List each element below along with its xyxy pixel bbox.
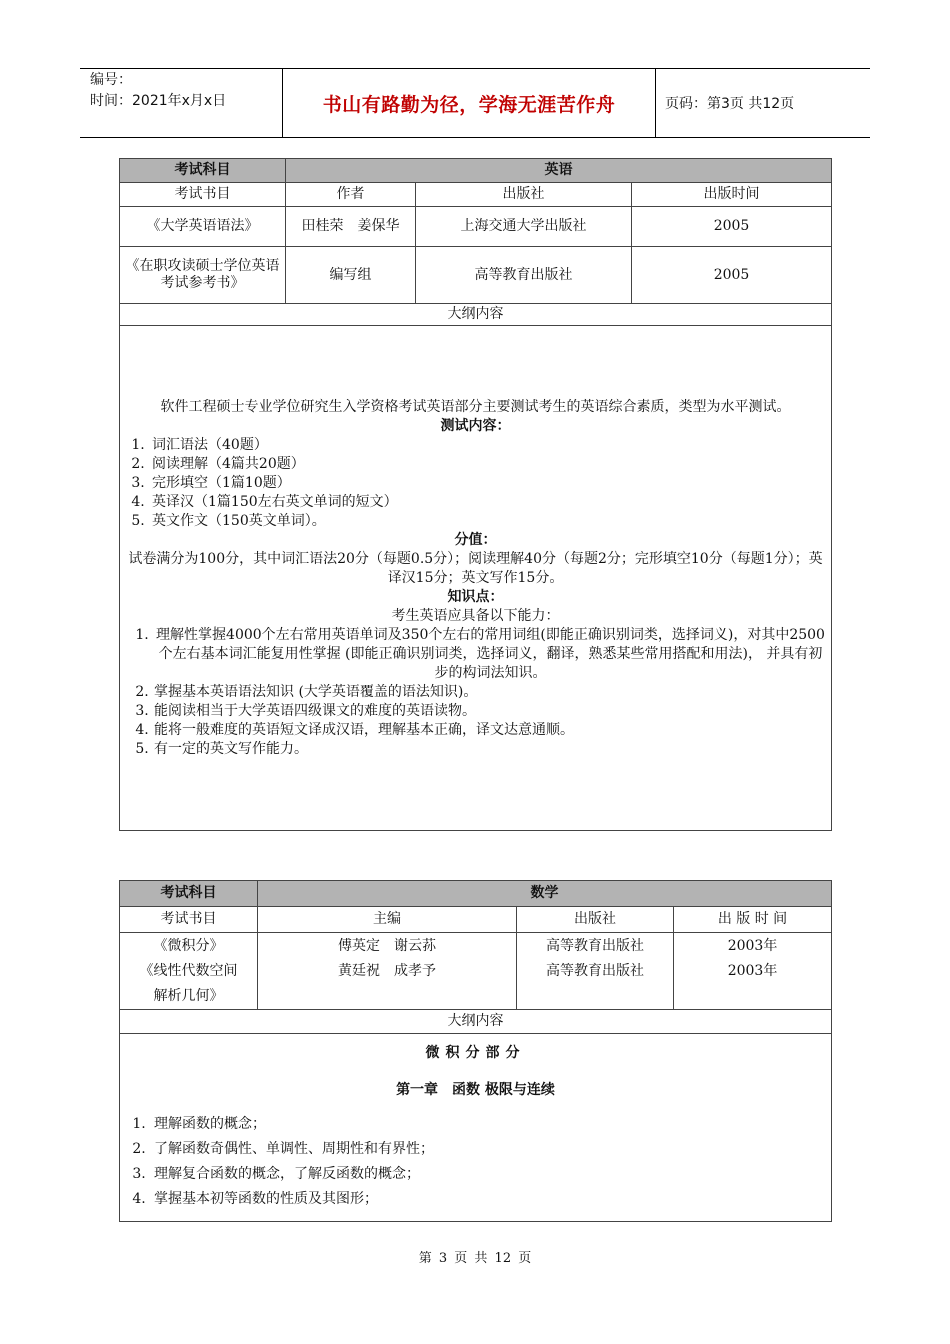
list-item: 2. 了解函数奇偶性、单调性、周期性和有界性； (132, 1141, 434, 1157)
subject-cell: 英语 (286, 159, 832, 183)
year-cell: 2005 (632, 207, 832, 247)
list-item: 1. 理解性掌握4000个左右常用英语单词及350个左右的常用词组(即能正确识别词类，选择词义)，对其中2500个左右基本词汇能复用性掌握 (即能正确识别词类，选择词义，翻译，熟悉某些常用搭配和用法)， 并具有初步的构词法知识。 (135, 626, 825, 681)
motto: 书山有路勤为径，学海无涯苦作舟 (322, 93, 616, 116)
publishers-cell: 高等教育出版社 高等教育出版社 (517, 933, 674, 1010)
intro-text: 软件工程硕士专业学位研究生入学资格考试英语部分主要测试考生的英语综合素质，类型为水平测试。 (160, 398, 791, 415)
page-footer: 第 3 页 共 12 页 (418, 1251, 532, 1266)
author-cell: 编写组 (286, 247, 416, 304)
list-item: 5. 有一定的英文写作能力。 (135, 740, 308, 757)
list-item: 2. 掌握基本英语语法知识 (大学英语覆盖的语法知识)。 (135, 683, 478, 700)
header-motto-cell (282, 69, 656, 137)
column-header: 主编 (258, 907, 517, 933)
score-heading: 分值： (454, 531, 497, 548)
publisher-cell: 上海交通大学出版社 (416, 207, 632, 247)
knowledge-list (124, 626, 827, 759)
test-heading: 测试内容： (440, 417, 511, 434)
list-item: 4. 英译汉（1篇150左右英文单词的短文） (131, 493, 398, 510)
column-header: 出 版 时 间 (674, 907, 832, 933)
author-cell: 田桂荣 姜保华 (286, 207, 416, 247)
column-header: 出版社 (517, 907, 674, 933)
outline-content (120, 1034, 832, 1222)
knowledge-heading: 知识点： (447, 588, 504, 605)
list-item: 4. 能将一般难度的英语短文译成汉语，理解基本正确，译文达意通顺。 (135, 721, 574, 738)
list-item: 4. 掌握基本初等函数的性质及其图形； (132, 1191, 378, 1207)
subject-label-cell: 考试科目 (120, 881, 258, 907)
time-label: 时间：2021年x月x日 (90, 93, 227, 109)
chapter-title: 第一章 函数 极限与连续 (396, 1082, 555, 1098)
test-list (124, 436, 827, 531)
column-header: 作者 (286, 183, 416, 207)
subject-cell: 数学 (258, 881, 832, 907)
outline-content (120, 326, 832, 831)
header-page-cell (655, 69, 870, 137)
header-meta (80, 69, 282, 137)
page-label: 页码：第3页 共12页 (665, 96, 795, 112)
list-item: 1. 理解函数的概念； (132, 1116, 266, 1132)
english-table (119, 158, 832, 831)
years-cell: 2003年 2003年 (674, 933, 832, 1010)
page-header (80, 68, 870, 138)
list-item: 1. 词汇语法（40题） (131, 436, 268, 453)
column-header: 考试书目 (120, 183, 286, 207)
column-header: 出版社 (416, 183, 632, 207)
books-cell: 《微积分》 《线性代数空间 解析几何》 (120, 933, 258, 1010)
editors-cell: 傅英定 谢云荪 黄廷祝 成孝予 (258, 933, 517, 1010)
table-row (120, 207, 832, 247)
number-label: 编号： (90, 72, 132, 88)
book-cell: 《大学英语语法》 (120, 207, 286, 247)
book-cell: 《在职攻读硕士学位英语考试参考书》 (120, 247, 286, 304)
publisher-cell: 高等教育出版社 (416, 247, 632, 304)
outline-label: 大纲内容 (120, 1010, 832, 1034)
outline-label: 大纲内容 (120, 304, 832, 326)
math-table (119, 880, 832, 1222)
column-header: 考试书目 (120, 907, 258, 933)
subject-label-cell: 考试科目 (120, 159, 286, 183)
section-title: 微积分部分 (425, 1045, 526, 1061)
table-row (120, 933, 832, 1010)
list-item: 3. 能阅读相当于大学英语四级课文的难度的英语读物。 (135, 702, 476, 719)
column-header: 出版时间 (632, 183, 832, 207)
list-item: 3. 完形填空（1篇10题） (131, 474, 291, 491)
list-item: 5. 英文作文（150英文单词）。 (131, 512, 326, 529)
score-text: 试卷满分为100分，其中词汇语法20分（每题0.5分）；阅读理解40分（每题2分；完形填空10分（每题1分）；英译汉15分；英文写作15分。 (128, 550, 823, 586)
table-row (120, 247, 832, 304)
knowledge-intro: 考生英语应具备以下能力： (391, 607, 560, 624)
list-item: 2. 阅读理解（4篇共20题） (131, 455, 305, 472)
list-item: 3. 理解复合函数的概念，了解反函数的概念； (132, 1166, 420, 1182)
year-cell: 2005 (632, 247, 832, 304)
